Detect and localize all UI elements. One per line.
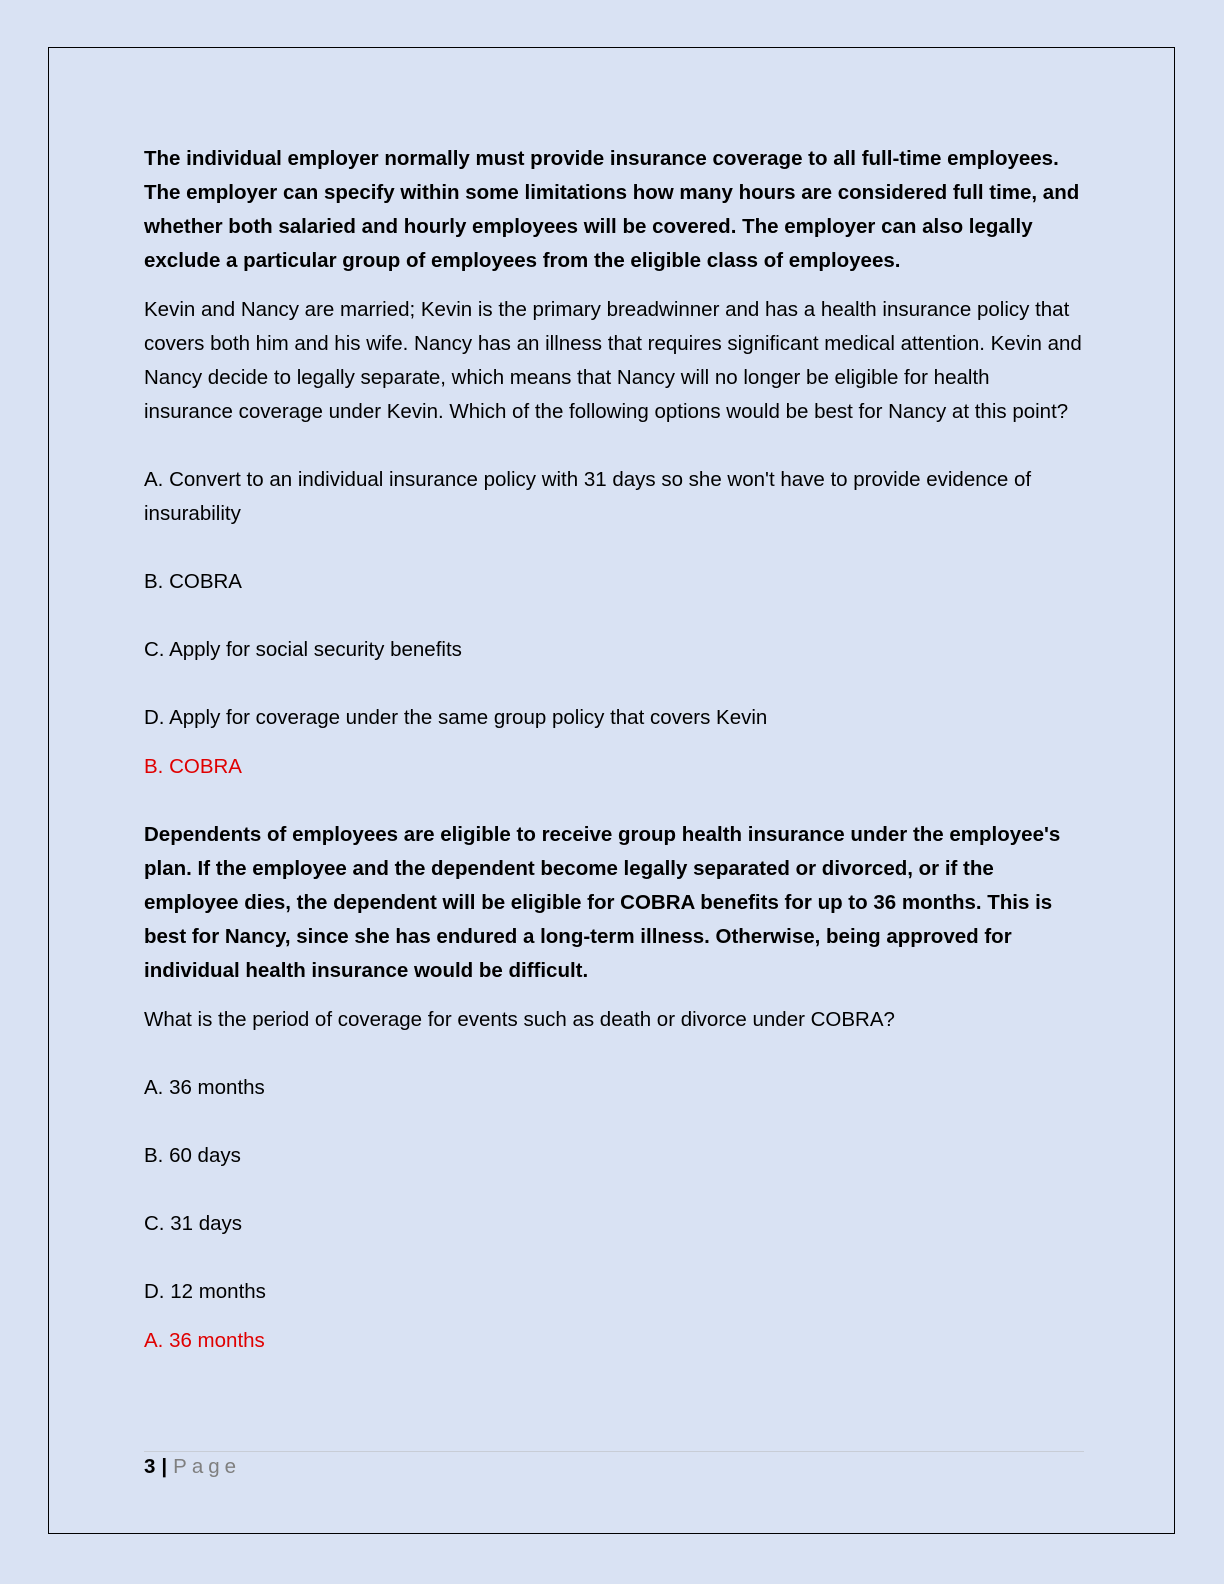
option-b: B. COBRA xyxy=(144,570,242,593)
footer-separator: | xyxy=(161,1455,168,1478)
page-number: 3 xyxy=(144,1455,156,1478)
footer-divider xyxy=(144,1451,1084,1452)
page-label: Page xyxy=(173,1455,242,1478)
option-c: C. 31 days xyxy=(144,1212,242,1235)
question-text: Kevin and Nancy are married; Kevin is the primary breadwinner and has a health insurance policy that covers both him and his wife. Nancy has an illness that requires significant medical attention. Kevin and Nancy decide to legally separate, which means that Nancy will no longer be eligible for health insurance coverage under Kevin. Which of the following options would be best for Nancy at this point? xyxy=(144,298,1082,423)
option-a: A. Convert to an individual insurance policy with 31 days so she won't have to provide evidence of insurability xyxy=(144,468,1032,525)
page-footer xyxy=(144,1452,241,1482)
option-d: D. Apply for coverage under the same group policy that covers Kevin xyxy=(144,706,768,729)
explanation-paragraph: Dependents of employees are eligible to receive group health insurance under the employee's plan. If the employee and the dependent become legally separated or divorced, or if the employee dies, the dependent will be eligible for COBRA benefits for up to 36 months. This is best for Nancy, since she has endured a long-term illness. Otherwise, being approved for individual health insurance would be difficult. xyxy=(144,823,1061,982)
correct-answer: B. COBRA xyxy=(144,755,242,778)
correct-answer: A. 36 months xyxy=(144,1329,265,1352)
option-c: C. Apply for social security benefits xyxy=(144,638,462,661)
page-content xyxy=(144,142,1084,1358)
explanation-paragraph: The individual employer normally must provide insurance coverage to all full-time employees. The employer can specify within some limitations how many hours are considered full time, and whether both salaried and hourly employees will be covered. The employer can also legally exclude a particular group of employees from the eligible class of employees. xyxy=(144,147,1080,272)
option-a: A. 36 months xyxy=(144,1076,265,1099)
option-b: B. 60 days xyxy=(144,1144,241,1167)
option-d: D. 12 months xyxy=(144,1280,266,1303)
question-text: What is the period of coverage for events such as death or divorce under COBRA? xyxy=(144,1008,895,1031)
